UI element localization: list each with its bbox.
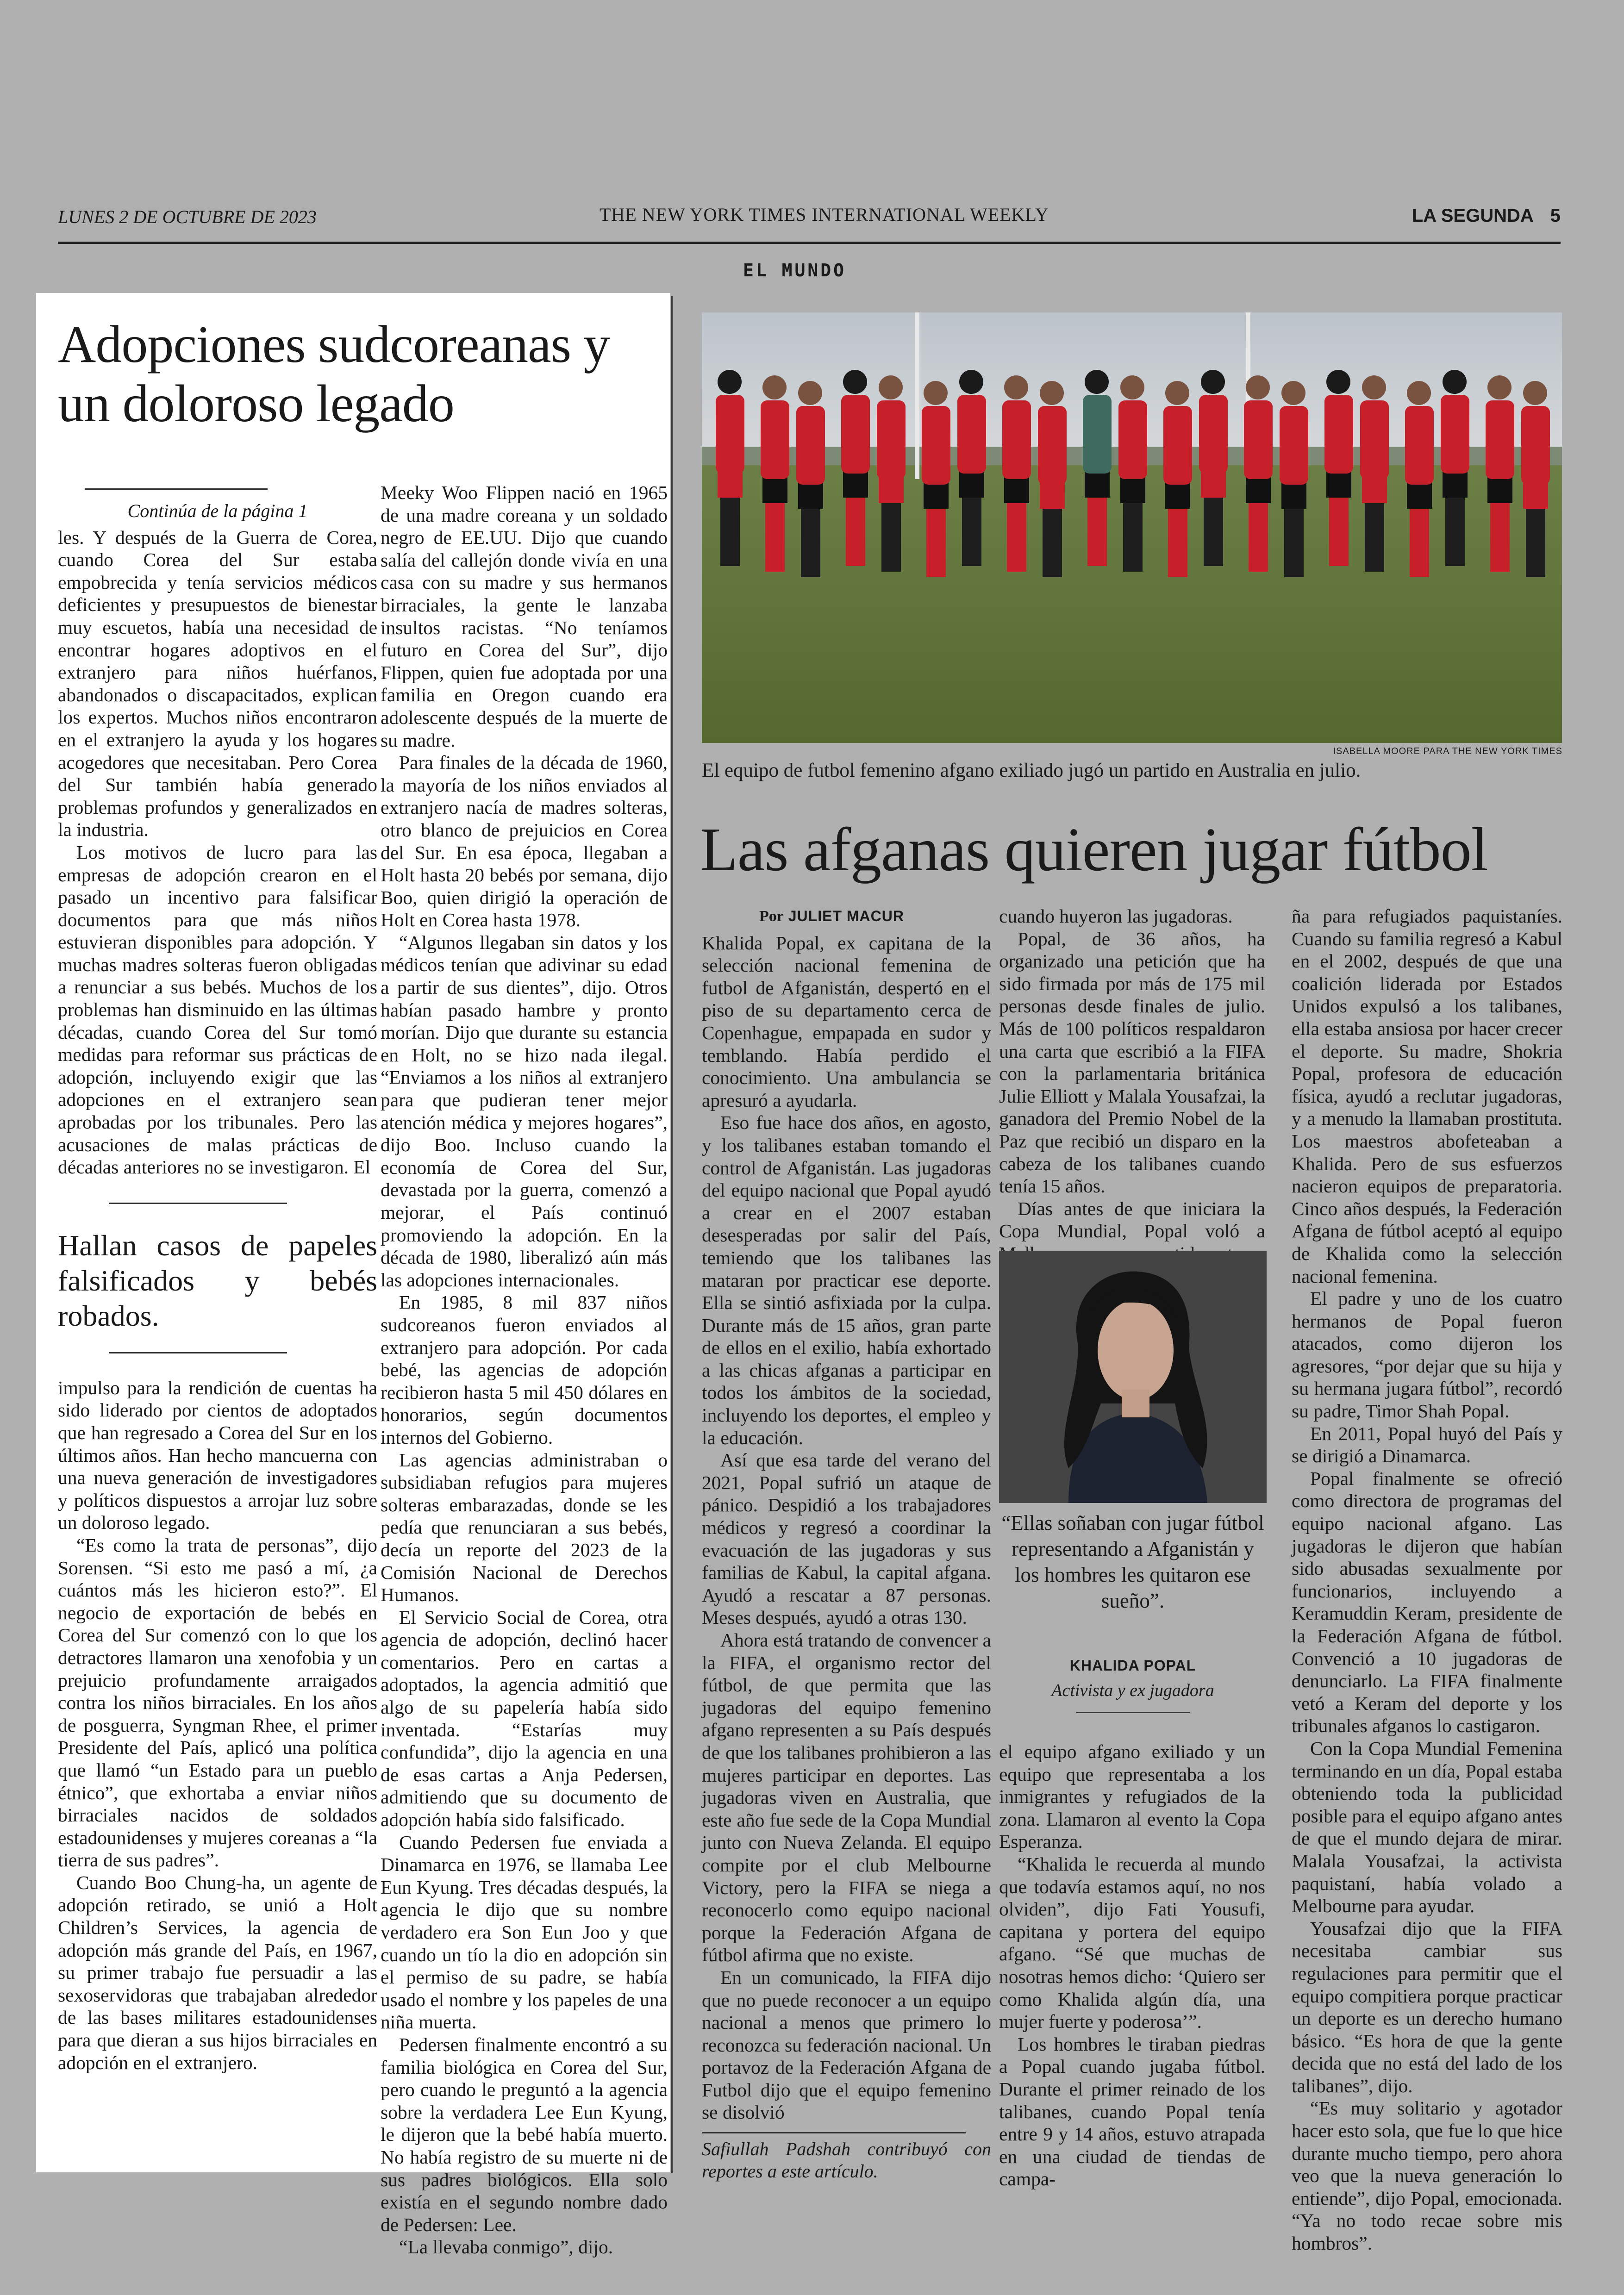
paragraph: “Khalida le recuerda al mundo que todavía estamos aquí, no nos olviden”, dijo Fati Yousufi, capitana y portera del equipo afgano. “Sé que muchas de nosotras hemos dicho: ‘Quiero ser como Khalida algún día, una mujer fuerte y poderosa’”. [999, 1853, 1265, 2033]
khalida-popal-portrait [999, 1251, 1267, 1503]
paragraph: Yousafzai dijo que la FIFA necesitaba cambiar sus regulaciones para permitir que el equipo compitiera porque practicar un deporte es un derecho humano básico. “Es hora de que la gente decida que no está del lado de los talibanes”, dijo. [1292, 1917, 1562, 2096]
soccer-team-photo-illustration [702, 312, 1562, 743]
afghan-column-1 [702, 905, 991, 2183]
paragraph: Cuando Boo Chung-ha, un agente de adopción retirado, se unió a Holt Children’s Services, la agencia de adopción más grande del País, en 1967, su primer trabajo fue persuadir a las sexoservidoras que trabajaban alrededor de las bases militares estadounidenses para que dieran a sus hijos birraciales en adopción en el extranjero. [58, 1871, 377, 2073]
contributor-rule [702, 2132, 966, 2133]
portrait-illustration [999, 1251, 1267, 1503]
paragraph: Así que esa tarde del verano del 2021, Popal sufrió un ataque de pánico. Despidió a los trabajadores médicos y regresó a coordinar la evacuación de las jugadoras y sus familias de Kabul, la capital afgana. Ayudó a rescatar a 87 personas. Meses después, ayudó a otras 130. [702, 1449, 991, 1628]
page-number: 5 [1550, 206, 1561, 226]
subhead-rule-top [109, 1203, 287, 1204]
contributor-note: Safiullah Padshah contribuyó con reportes a este artículo. [702, 2139, 991, 2182]
paragraph: les. Y después de la Guerra de Corea, cuando Corea del Sur estaba empobrecida y tenía servicios médicos deficientes y presupuestos de bienestar muy escuetos, había una necesidad de encontrar hogares adoptivos en el extranjero para niños huérfanos, abandonados o discapacitados, explican los expertos. Muchos niños encontraron en el extranjero la ayuda y los hogares acogedores que necesitaban. Pero Corea del Sur también había generado problemas profundos y generalizados en la industria. [58, 526, 377, 841]
paragraph: Eso fue hace dos años, en agosto, y los talibanes estaban tomando el control de Afganistán. Las jugadoras del equipo nacional que Popal ayudó a crear en el 2007 estaban desesperadas por salir del País, temiendo que los talibanes las mataran por practicar ese deporte. Ella se sintió asfixiada por la culpa. Durante más de 15 años, gran parte de ellos en el exilio, había exhortado a las chicas afganas a participar en todos los ámbitos de la sociedad, incluyendo los deportes, el empleo y la educación. [702, 1112, 991, 1448]
section-name: LA SEGUNDA [1412, 206, 1534, 226]
pull-quote-name: KHALIDA POPAL [1069, 1657, 1196, 1674]
pull-quote-role: Activista y ex jugadora [1051, 1681, 1214, 1700]
paragraph: impulso para la rendición de cuentas ha sido liderado por cientos de adoptados que han regresado a Corea del Sur en los últimos años. Han hecho mancuerna con una nueva generación de investigadores y políticos dispuestos a arrojar luz sobre un doloroso legado. [58, 1377, 377, 1534]
photo-caption: El equipo de futbol femenino afgano exiliado jugó un partido en Australia en julio. [702, 760, 1361, 781]
paragraph: “Es muy solitario y agotador hacer esto sola, que fue lo que hice durante mucho tiempo, pero ahora veo que la nueva generación lo entiende”, dijo Popal, emocionada. “Ya no todo recae sobre mis hombros”. [1292, 2097, 1562, 2254]
paragraph: El padre y uno de los cuatro hermanos de Popal fueron atacados, como dijeron los agresores, “por dejar que su hija y su hermana jugara fútbol”, recordó su padre, Timor Shah Popal. [1292, 1288, 1562, 1422]
section-label [1412, 206, 1561, 226]
paragraph: “La llevaba conmigo”, dijo. [399, 2236, 613, 2258]
paragraph: Para finales de la década de 1960, la mayoría de los niños enviados al extranjero nacía de madres solteras, otro blanco de prejuicios en Corea del Sur. En esa época, llegaban a Holt hasta 20 bebés por semana, dijo Boo, quien dirigió la operación de Holt en Corea hasta 1978. [381, 752, 668, 931]
adoption-column-b [381, 481, 668, 2258]
paragraph: El Servicio Social de Corea, otra agencia de adopción, declinó hacer comentarios. Pero en cartas a adoptados, la agencia admitió que algo de su papelería había sido inventada. “Estarías muy confundida”, dijo la agencia en una de esas cartas a Anja Pedersen, admitiendo que su documento de adopción había sido falsificado. [381, 1606, 668, 1831]
paragraph: En un comunicado, la FIFA dijo que no puede reconocer a un equipo nacional a menos que primero lo reconozca su federación nacional. Un portavoz de la Federación Afgana de Futbol dijo que el equipo femenino se disolvió [702, 1966, 991, 2123]
paragraph: Khalida Popal, ex capitana de la selección nacional femenina de futbol de Afganistán, despertó en el piso de su departamento cerca de Copenhague, empapada en sudor y temblando. Había perdido el conocimiento. Una ambulancia se apresuró a ayudarla. [702, 932, 991, 1111]
issue-date: LUNES 2 DE OCTUBRE DE 2023 [58, 206, 317, 227]
afghan-column-3 [1292, 905, 1562, 2255]
masthead-rule [58, 242, 1561, 244]
paragraph: Los motivos de lucro para las empresas de adopción crearon en el pasado un incentivo para falsificar documentos para que más niños estuvieran disponibles para adopción. Y muchas madres solteras fueron obligadas a renunciar a sus bebés. Muchos de los problemas han disminuido en las últimas décadas, cuando Corea del Sur tomó medidas para reformar sus prácticas de adopción, incluyendo exigir que las adopciones en el extranjero sean aprobadas por los tribunales. Pero las acusaciones de malas prácticas de décadas anteriores no se investigaron. El [58, 841, 377, 1178]
paragraph: cuando huyeron las jugadoras. [999, 905, 1233, 927]
paragraph: Popal, de 36 años, ha organizado una petición que ha sido firmada por más de 175 mil personas desde finales de julio. Más de 100 políticos respaldaron una carta que escribió a la FIFA con la parlamentaria británica Julie Elliott y Malala Yousafzai, la ganadora del Premio Nobel de la Paz que recibió un disparo en la cabeza de los talibanes cuando tenía 15 años. [999, 928, 1265, 1197]
adoption-column-a-text [58, 526, 377, 1179]
byline-prefix: Por [759, 908, 784, 925]
pull-quote-rule [1076, 1712, 1190, 1713]
pull-quote: “Ellas soñaban con jugar fútbol representando a Afganistán y los hombres les quitaron ese sueño”. [1001, 1511, 1264, 1612]
paragraph: Las agencias administraban o subsidiaban refugios para mujeres solteras embarazadas, donde se les pedía que renunciaran a sus bebés, decía un reporte del 2023 de la Comisión Nacional de Derechos Humanos. [381, 1449, 668, 1606]
continued-from: Continúa de la página 1 [127, 500, 308, 521]
section-kicker: EL MUNDO [743, 260, 847, 281]
paragraph: Con la Copa Mundial Femenina terminando en un día, Popal estaba obteniendo toda la publicidad posible para el equipo afgano antes de que el mundo dejara de mirar. Malala Yousafzai, la activista paquistaní, había volado a Melbourne para ayudar. [1292, 1737, 1562, 1917]
paragraph: Días antes de que iniciara la Copa Mundial, Popal voló a [999, 1197, 1265, 1242]
byline [759, 905, 991, 928]
paragraph: En 1985, 8 mil 837 niños sudcoreanos fueron enviados al extranjero para adopción. Por cada bebé, las agencias de adopción recibieron hasta 5 mil 450 dólares en honorarios, según documentos internos del Gobierno. [381, 1291, 668, 1448]
paragraph: Ahora está tratando de convencer a la FIFA, el organismo rector del fútbol, de que permita que las jugadoras del equipo femenino afgano representen a su País después de que los talibanes prohibieron a las mujeres participar en deportes. Las jugadoras viven en Australia, que este año fue sede de la Copa Mundial junto con Nueva Zelanda. El equipo compite por el club Melbourne Victory, pero la FIFA se niega a reconocerlo como equipo nacional porque la Federación Afgana de fútbol afirma que no existe. [702, 1629, 991, 1966]
adoption-column-a-text-continued [58, 1377, 377, 2074]
adoption-column-a [58, 488, 377, 2074]
afghan-column-2 [999, 905, 1265, 1265]
afghan-headline: Las afganas quieren jugar fútbol [700, 815, 1488, 884]
paragraph: Pedersen finalmente encontró a su familia biológica en Corea del Sur, pero cuando le preguntó a la agencia sobre la verdadera Lee Eun Kyung, le dijeron que la bebé había muerto. No había registro de su muerte ni de sus padres biológicos. Ella solo existía en el segundo nombre dado de Pedersen: Lee. [381, 2033, 668, 2235]
adoption-subhead: Hallan casos de papeles falsificados y bebés robados. [58, 1229, 377, 1332]
subhead-rule-bottom [109, 1352, 287, 1353]
afghan-column-2-continued [999, 1740, 1265, 2190]
paragraph: Los hombres le tiraban piedras a Popal cuando jugaba fútbol. Durante el primer reinado de los talibanes, cuando Popal tenía entre 9 y 14 años, estuvo atrapada en una ciudad de tiendas de campa- [999, 2033, 1265, 2190]
paragraph: En 2011, Popal huyó del País y se dirigió a Dinamarca. [1292, 1422, 1562, 1467]
paragraph: ña para refugiados paquistaníes. Cuando su familia regresó a Kabul en el 2002, después de que una coalición liderada por Estados Unidos expulsó a los talibanes, ella estaba ansiosa por hacer crecer el deporte. Su madre, Shokria Popal, profesora de educación física, ayudó a reclutar jugadoras, y a menudo la llamaban prostituta. Los maestros abofeteaban a Khalida. Pero de sus esfuerzos nacieron equipos de preparatoria. Cinco años después, la Federación Afgana de fútbol aceptó al equipo de Khalida como la selección nacional femenina. [1292, 905, 1562, 1287]
continued-rule [85, 488, 268, 490]
byline-name: JULIET MACUR [788, 908, 904, 924]
adoption-headline: Adopciones sudcoreanas y un doloroso legado [58, 315, 610, 433]
photo-credit: ISABELLA MOORE PARA THE NEW YORK TIMES [1333, 746, 1562, 756]
team-photo [702, 312, 1562, 743]
afghan-column-1-text [702, 932, 991, 2124]
paragraph: Meeky Woo Flippen nació en 1965 de una madre coreana y un soldado negro de EE.UU. Dijo que cuando salía del callejón donde vivía en una casa con su madre y sus hermanos birraciales, la gente le lanzaba insultos racistas. “No teníamos futuro en Corea del Sur”, dijo Flippen, quien fue adoptada por una familia en Oregon cuando era adolescente después de la muerte de su madre. [381, 482, 668, 751]
column-divider [671, 296, 673, 2173]
paragraph: “Algunos llegaban sin datos y los médicos tenían que adivinar su edad a partir de sus dientes”, dijo. Otros habían pasado hambre y pronto morían. Dijo que durante su estancia en Holt, no se hizo nada ilegal. “Enviamos a los niños al extranjero para que pudieran tener mejor atención médica y mejores hogares”, dijo Boo. Incluso cuando la economía de Corea del Sur, devastada por la guerra, comenzó a mejorar, el País continuó promoviendo la adopción. En la década de 1980, liberalizó aún más las adopciones internacionales. [381, 931, 668, 1291]
paper-name: THE NEW YORK TIMES INTERNATIONAL WEEKLY [600, 204, 1049, 225]
paragraph: el equipo afgano exiliado y un equipo que representaba a los inmigrantes y refugiados de la zona. Llamaron al evento la Copa Esperanza. [999, 1741, 1265, 1852]
paragraph: Popal finalmente se ofreció como directora de programas del equipo nacional afgano. Las jugadoras le dijeron que habían sido abusadas sexualmente por funcionarios, incluyendo a Keramuddin Keram, presidente de la Federación Afgana de fútbol. Convenció a 10 jugadoras de denunciarlo. La FIFA finalmente vetó a Keram del deporte y los tribunales afganos lo castigaron. [1292, 1467, 1562, 1737]
paragraph: Cuando Pedersen fue enviada a Dinamarca en 1976, se llamaba Lee Eun Kyung. Tres décadas después, la agencia le dijo que su nombre verdadero era Son Eun Joo y que cuando un tío la dio en adopción sin el permiso de su padre, se había usado el nombre y los papeles de una niña muerta. [381, 1831, 668, 2033]
paragraph: “Es como la trata de personas”, dijo Sorensen. “Si esto me pasó a mí, ¿a cuántos más les hicieron esto?”. El negocio de exportación de bebés en Corea del Sur comenzó con lo que los detractores llamaron una xenofobia y un prejuicio profundamente arraigados contra los niños birraciales. En los años de posguerra, Syngman Rhee, el primer Presidente del País, aplicó una política que llamó “un Estado para un pueblo étnico”, que exhortaba a enviar niños birraciales nacidos de soldados estadounidenses y mujeres coreanas a “la tierra de sus padres”. [58, 1534, 377, 1871]
